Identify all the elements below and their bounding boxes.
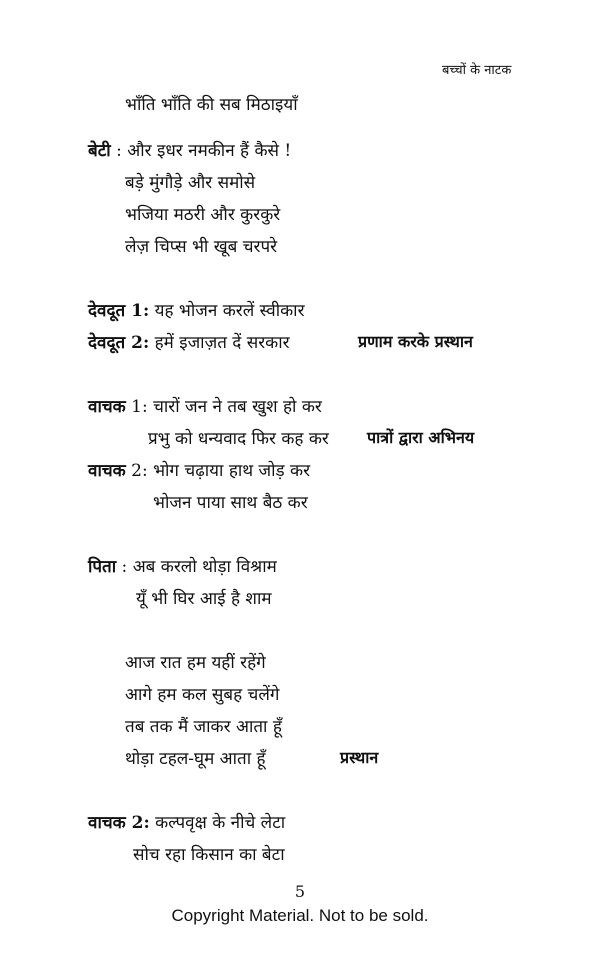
page-number: 5 bbox=[294, 882, 306, 901]
verse-line bbox=[136, 586, 272, 609]
dialogue-line bbox=[88, 330, 290, 353]
speaker-name: बेटी bbox=[88, 141, 111, 161]
speaker-name: वाचक bbox=[88, 397, 126, 417]
dialogue-text: 2: भोग चढ़ाया हाथ जोड़ कर bbox=[125, 461, 311, 481]
verse-text: आज रात हम यहीं रहेंगे bbox=[125, 653, 266, 673]
dialogue-text: कल्पवृक्ष के नीचे लेटा bbox=[149, 813, 286, 833]
verse-text: लेज़ चिप्स भी खूब चरपरे bbox=[125, 237, 278, 257]
running-header: बच्चों के नाटक bbox=[442, 63, 512, 78]
dialogue-line bbox=[88, 394, 322, 417]
speaker-name: वाचक 2: bbox=[88, 813, 150, 833]
stage-direction: प्रस्थान bbox=[340, 748, 379, 767]
dialogue-text: हमें इजाज़त दें सरकार bbox=[149, 333, 290, 353]
verse-text: तब तक मैं जाकर आता हूँ bbox=[125, 717, 282, 737]
verse-line bbox=[125, 682, 279, 705]
dialogue-line bbox=[88, 298, 305, 321]
dialogue-line bbox=[88, 810, 285, 833]
verse-line bbox=[125, 92, 298, 115]
speaker-name: पिता bbox=[88, 557, 117, 577]
verse-line bbox=[125, 746, 266, 769]
verse-line bbox=[148, 426, 329, 449]
verse-text: थोड़ा टहल-घूम आता हूँ bbox=[125, 749, 266, 769]
verse-text: बड़े मुंगौड़े और समोसे bbox=[125, 173, 256, 193]
verse-line bbox=[125, 234, 277, 257]
verse-text: प्रभु को धन्यवाद फिर कह कर bbox=[148, 429, 329, 449]
stage-direction: पात्रों द्वारा अभिनय bbox=[367, 428, 475, 447]
stage-direction: प्रणाम करके प्रस्थान bbox=[358, 332, 473, 351]
verse-text: यूँ भी घिर आई है शाम bbox=[136, 589, 272, 609]
speaker-name: देवदूत 2: bbox=[88, 333, 150, 353]
verse-line bbox=[125, 714, 282, 737]
verse-line bbox=[125, 202, 280, 225]
verse-text: भजिया मठरी और कुरकुरे bbox=[125, 205, 281, 225]
verse-text: आगे हम कल सुबह चलेंगे bbox=[125, 685, 280, 705]
dialogue-text: : और इधर नमकीन हैं कैसे ! bbox=[110, 141, 292, 161]
speaker-name: देवदूत 1: bbox=[88, 301, 150, 321]
dialogue-text: यह भोजन करलें स्वीकार bbox=[149, 301, 305, 321]
verse-line bbox=[125, 170, 255, 193]
dialogue-text: 1: चारों जन ने तब खुश हो कर bbox=[125, 397, 322, 417]
verse-line bbox=[153, 490, 308, 513]
verse-line bbox=[125, 650, 266, 673]
verse-text: भाँति भाँति की सब मिठाइयाँ bbox=[125, 95, 298, 115]
dialogue-text: : अब करलो थोड़ा विश्राम bbox=[116, 557, 277, 577]
verse-text: सोच रहा किसान का बेटा bbox=[133, 845, 285, 865]
dialogue-line bbox=[88, 138, 291, 161]
dialogue-line bbox=[88, 554, 277, 577]
verse-line bbox=[133, 842, 285, 865]
speaker-name: वाचक bbox=[88, 461, 126, 481]
copyright-notice: Copyright Material. Not to be sold. bbox=[171, 906, 429, 925]
dialogue-line bbox=[88, 458, 310, 481]
verse-text: भोजन पाया साथ बैठ कर bbox=[153, 493, 308, 513]
